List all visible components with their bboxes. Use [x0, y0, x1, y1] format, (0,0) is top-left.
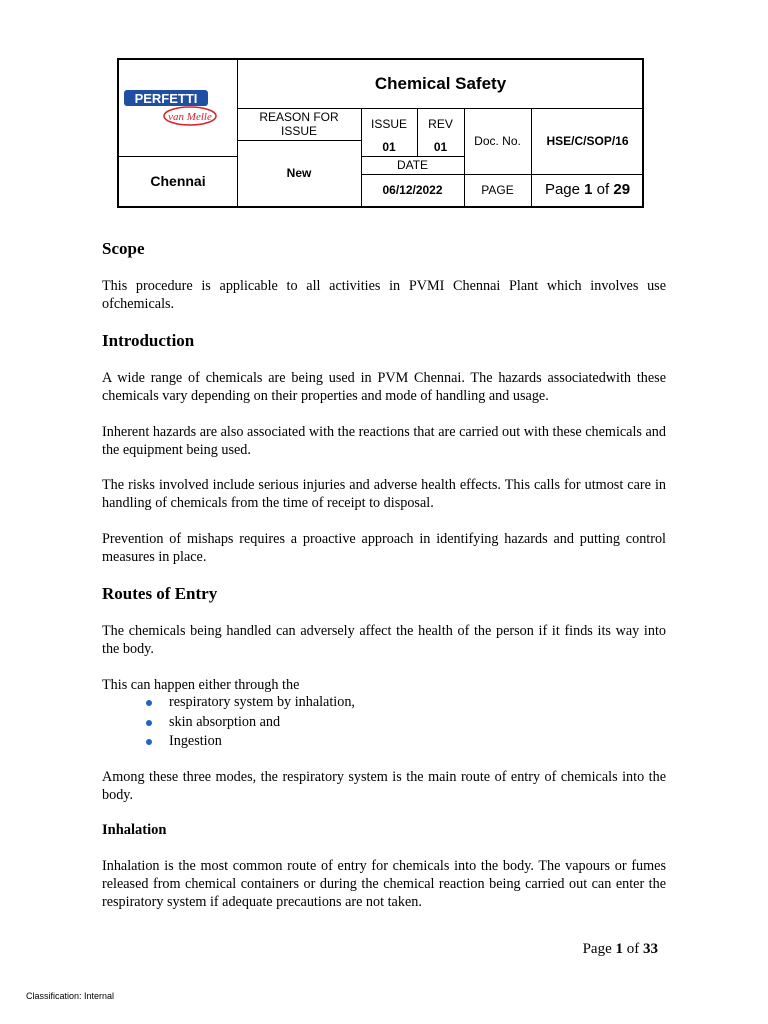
footer-page-counter: Page 1 of 33: [582, 941, 658, 957]
rev-value: 01: [433, 140, 448, 154]
bullet-icon: [146, 700, 152, 706]
date-label: DATE: [396, 158, 429, 172]
inhalation-paragraph: Inhalation is the most common route of entry for chemicals into the body. The vapours or fumes released from chemical containers or during the chemical reaction being carried out can enter the respiratory system if adequate precautions are not taken.: [102, 858, 666, 910]
location-label: Chennai: [150, 173, 206, 189]
intro-paragraph-4: Prevention of mishaps requires a proactive approach in identifying hazards and putting control measures in place.: [102, 531, 666, 565]
page-label: PAGE: [481, 183, 514, 197]
routes-paragraph-2: This can happen either through the: [102, 677, 300, 693]
reason-value: New: [286, 166, 312, 180]
bullet-icon: [146, 720, 152, 726]
list-item: Ingestion: [146, 732, 355, 752]
routes-list: [146, 693, 355, 752]
perfetti-van-melle-logo: [123, 88, 231, 132]
routes-heading: Routes of Entry: [102, 584, 218, 603]
header-page-counter: Page 1 of 29: [544, 181, 631, 198]
issue-label: ISSUE: [370, 117, 407, 131]
scope-paragraph: This procedure is applicable to all activities in PVMI Chennai Plant which involves use ofchemicals.: [102, 278, 666, 312]
list-item: skin absorption and: [146, 713, 355, 733]
introduction-heading: Introduction: [102, 331, 195, 350]
rev-label: REV: [428, 117, 453, 131]
routes-paragraph-3: Among these three modes, the respiratory system is the main route of entry of chemicals into the body.: [102, 769, 666, 803]
document-title: Chemical Safety: [374, 74, 507, 93]
classification-label: Classification: Internal: [26, 991, 115, 1001]
intro-paragraph-3: The risks involved include serious injuries and adverse health effects. This calls for utmost care in handling of chemicals from the time of receipt to disposal.: [102, 477, 666, 511]
document-header-table: [117, 58, 644, 208]
bullet-icon: [146, 739, 152, 745]
logo-sub-text: van Melle: [168, 111, 212, 123]
logo-brand-text: PERFETTI: [134, 91, 198, 106]
issue-value: 01: [382, 140, 396, 154]
docno-value: HSE/C/SOP/16: [546, 134, 629, 148]
scope-heading: Scope: [102, 239, 145, 258]
docno-label: Doc. No.: [474, 134, 521, 148]
list-item: respiratory system by inhalation,: [146, 693, 355, 713]
inhalation-heading: Inhalation: [102, 822, 167, 838]
intro-paragraph-1: A wide range of chemicals are being used in PVM Chennai. The hazards associatedwith these chemicals vary depending on their properties and mode of handling and usage.: [102, 370, 666, 404]
intro-paragraph-2: Inherent hazards are also associated with the reactions that are carried out with these chemicals and the equipment being used.: [102, 424, 666, 458]
date-value: 06/12/2022: [382, 183, 443, 197]
reason-label: REASON FOR ISSUE: [259, 110, 339, 138]
routes-paragraph-1: The chemicals being handled can adversely affect the health of the person if it finds its way into the body.: [102, 623, 666, 657]
